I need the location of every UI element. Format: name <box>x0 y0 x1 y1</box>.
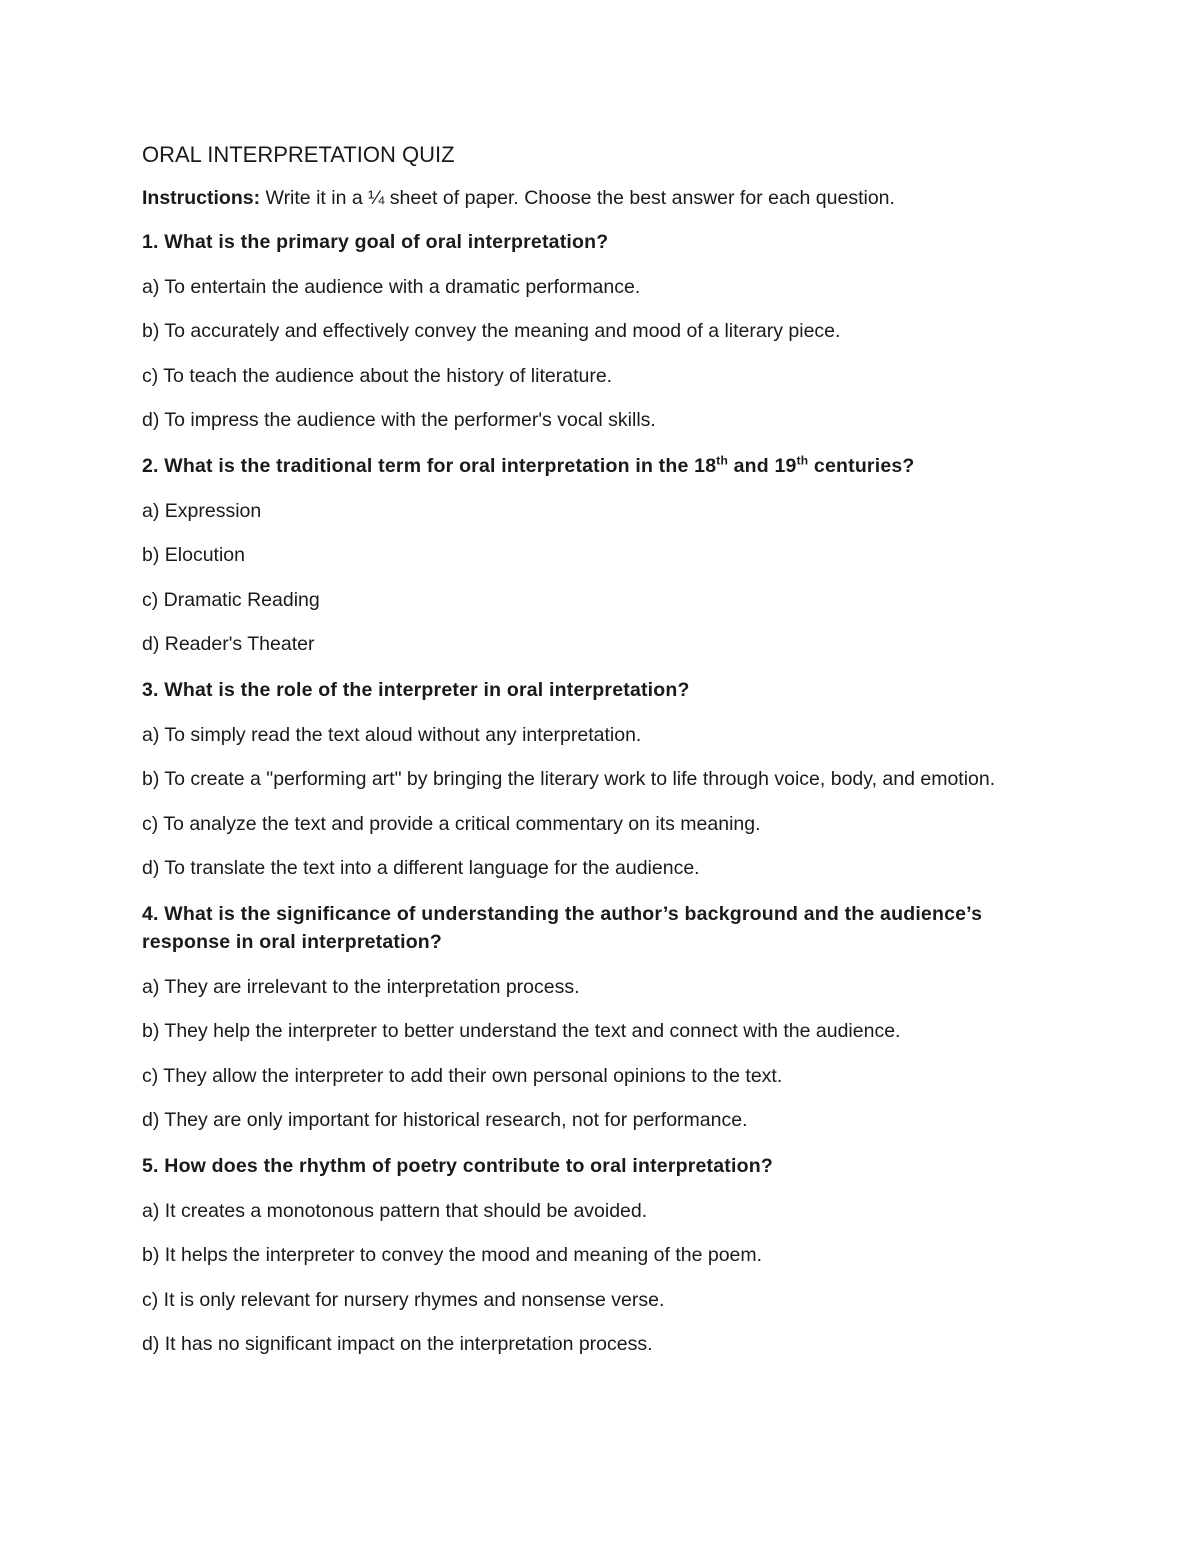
question-text: 4. What is the significance of understanding the author’s background and the audience’s response in oral interpretation? <box>142 903 983 953</box>
question-3 <box>142 676 1062 882</box>
page-title: ORAL INTERPRETATION QUIZ <box>142 142 455 167</box>
option-a: a) Expression <box>142 499 262 522</box>
option-b: b) Elocution <box>142 544 245 566</box>
question-text-part: 2. What is the traditional term for oral interpretation in the 18 <box>142 455 717 477</box>
option-d: d) To translate the text into a different language for the audience. <box>142 857 700 879</box>
question-text: 3. What is the role of the interpreter in oral interpretation? <box>142 679 690 701</box>
question-5 <box>142 1152 1062 1358</box>
question-text-part: centuries? <box>808 455 915 477</box>
option-d: d) It has no significant impact on the interpretation process. <box>142 1333 653 1355</box>
option-b: b) They help the interpreter to better understand the text and connect with the audience. <box>142 1020 901 1042</box>
option-c: c) To teach the audience about the history of literature. <box>142 364 613 387</box>
instructions <box>142 186 1062 210</box>
option-b: b) To create a "performing art" by bringing the literary work to life through voice, body, and emotion. <box>142 768 996 790</box>
option-c: c) To analyze the text and provide a critical commentary on its meaning. <box>142 812 761 835</box>
option-a: a) To simply read the text aloud without any interpretation. <box>142 723 642 746</box>
option-d: d) They are only important for historical research, not for performance. <box>142 1109 748 1131</box>
question-text: 1. What is the primary goal of oral interpretation? <box>142 231 609 253</box>
question-text: 5. How does the rhythm of poetry contribute to oral interpretation? <box>142 1155 773 1177</box>
superscript-ordinal: th <box>796 453 809 468</box>
question-1 <box>142 228 1062 434</box>
option-b: b) It helps the interpreter to convey the mood and meaning of the poem. <box>142 1244 763 1266</box>
option-a: a) It creates a monotonous pattern that should be avoided. <box>142 1199 648 1222</box>
option-b: b) To accurately and effectively convey the meaning and mood of a literary piece. <box>142 320 841 342</box>
question-text <box>142 452 1062 480</box>
instructions-label: Instructions: <box>142 187 261 209</box>
instructions-text: Write it in a ¼ sheet of paper. Choose the best answer for each question. <box>260 187 895 209</box>
question-4 <box>142 900 1062 1134</box>
question-text-part: and 19 <box>727 455 797 477</box>
option-d: d) Reader's Theater <box>142 633 315 655</box>
option-c: c) It is only relevant for nursery rhymes and nonsense verse. <box>142 1288 665 1311</box>
option-d: d) To impress the audience with the performer's vocal skills. <box>142 409 656 431</box>
option-a: a) They are irrelevant to the interpretation process. <box>142 975 580 998</box>
question-2 <box>142 452 1062 658</box>
option-a: a) To entertain the audience with a dramatic performance. <box>142 275 641 298</box>
option-c: c) They allow the interpreter to add their own personal opinions to the text. <box>142 1064 783 1087</box>
superscript-ordinal: th <box>716 453 728 468</box>
quiz-document <box>142 140 1062 1358</box>
option-c: c) Dramatic Reading <box>142 588 320 611</box>
